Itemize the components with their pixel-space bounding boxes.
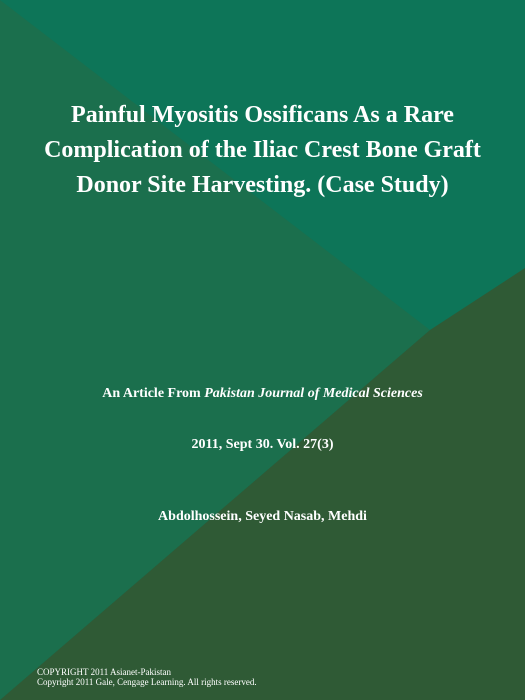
authors-line: Abdolhossein, Seyed Nasab, Mehdi xyxy=(158,509,367,524)
issue-line: 2011, Sept 30. Vol. 27(3) xyxy=(191,437,334,452)
source-line xyxy=(20,384,505,404)
book-title: Painful Myositis Ossificans As a Rare Complication of the Iliac Crest Bone Graft Donor Site Harvesting. (Case Study) xyxy=(44,102,481,198)
copyright-line-2: Copyright 2011 Gale, Cengage Learning. All rights reserved. xyxy=(37,677,257,687)
copyright-block xyxy=(37,667,257,687)
journal-name: Pakistan Journal of Medical Sciences xyxy=(204,386,423,401)
copyright-line-1: COPYRIGHT 2011 Asianet-Pakistan xyxy=(37,667,171,677)
source-prefix: An Article From xyxy=(102,386,201,401)
